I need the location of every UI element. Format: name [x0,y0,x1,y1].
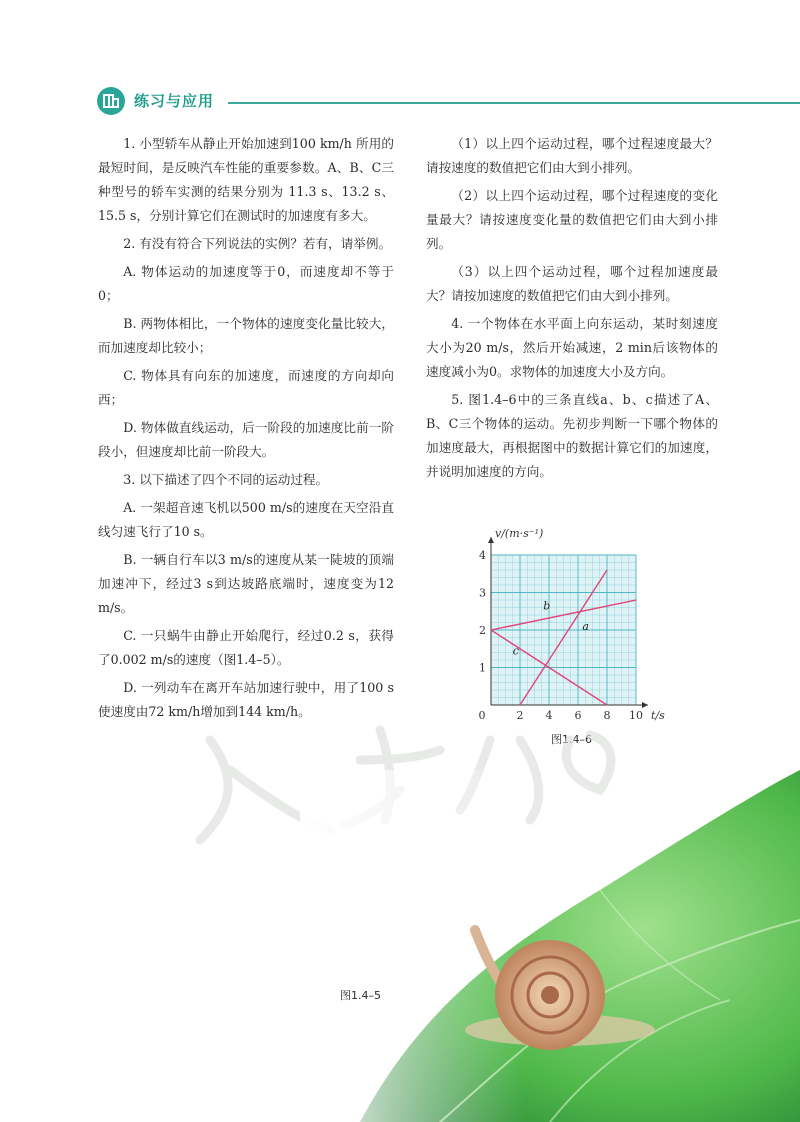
paragraph: B. 一辆自行车以3 m/s的速度从某一陡坡的顶端加速冲下，经过3 s到达坡路底端时，速度变为12 m/s。 [98,552,394,615]
y-tick-label: 3 [479,586,486,600]
section-title: 练习与应用 [134,92,215,110]
line-label-b: b [543,599,551,613]
x-tick-label: 4 [545,709,553,722]
x-tick-label: 0 [478,709,486,722]
x-tick-label: 8 [603,709,611,722]
paragraph: B. 两物体相比，一个物体的速度变化量比较大，而加速度却比较小； [98,316,394,355]
y-axis-arrow [488,537,494,543]
paragraph: （3）以上四个运动过程，哪个过程加速度最大？请按加速度的数值把它们由大到小排列。 [426,264,718,303]
paragraph: A. 一架超音速飞机以500 m/s的速度在天空沿直线匀速飞行了10 s。 [98,500,394,539]
paragraph: 1. 小型轿车从静止开始加速到100 km/h 所用的最短时间，是反映汽车性能的重要参数。A、B、C三种型号的轿车实测的结果分别为 11.3 s、13.2 s、15.5 s，分别计算它们在测试时的加速度有多大。 [98,136,394,223]
x-tick-label: 2 [516,709,524,722]
paragraph: 5. 图1.4–6中的三条直线a、b、c描述了A、B、C三个物体的运动。先初步判断一下哪个物体的加速度最大，再根据图中的数据计算它们的加速度，并说明加速度的方向。 [426,392,718,479]
paragraph: 3. 以下描述了四个不同的运动过程。 [123,472,329,487]
section-header [96,86,800,120]
y-tick-label: 1 [479,661,486,675]
line-label-c: c [512,644,519,658]
y-tick-label: 4 [479,549,486,562]
paragraph: D. 一列动车在离开车站加速行驶中，用了100 s使速度由72 km/h增加到144 km/h。 [98,680,394,719]
y-tick-label: 2 [479,624,486,637]
paragraph: 2. 有没有符合下列说法的实例？若有，请举例。 [123,236,392,251]
y-axis-label: v/(m·s⁻¹) [495,527,544,540]
paragraph: D. 物体做直线运动，后一阶段的加速度比前一阶段小，但速度却比前一阶段大。 [98,420,394,459]
x-axis-label: t/s [651,709,665,722]
header-divider [228,102,800,104]
figure-caption: 图1.4–5 [340,989,381,1002]
paragraph: C. 一只蜗牛由静止开始爬行，经过0.2 s，获得了0.002 m/s的速度（图1.4–5）。 [98,628,394,667]
paragraph: C. 物体具有向东的加速度，而速度的方向却向西； [98,368,394,407]
paragraph: （2）以上四个运动过程，哪个过程速度的变化量最大？请按速度变化量的数值把它们由大到小排列。 [426,188,718,251]
snail-on-leaf-photo [300,770,800,1122]
right-column [426,132,718,488]
figure-caption: 图1.4–6 [551,733,592,746]
paragraph: 4. 一个物体在水平面上向东运动，某时刻速度大小为20 m/s，然后开始减速，2 min后该物体的速度减小为0。求物体的加速度大小及方向。 [426,316,718,379]
line-label-a: a [582,620,589,633]
paragraph: （1）以上四个运动过程，哪个过程速度最大？请按速度的数值把它们由大到小排列。 [426,136,718,175]
left-column [98,132,394,728]
paragraph: A. 物体运动的加速度等于0，而速度却不等于0； [98,264,394,303]
x-tick-label: 6 [574,709,582,722]
exercise-icon [96,86,126,116]
x-tick-label: 10 [629,709,643,722]
